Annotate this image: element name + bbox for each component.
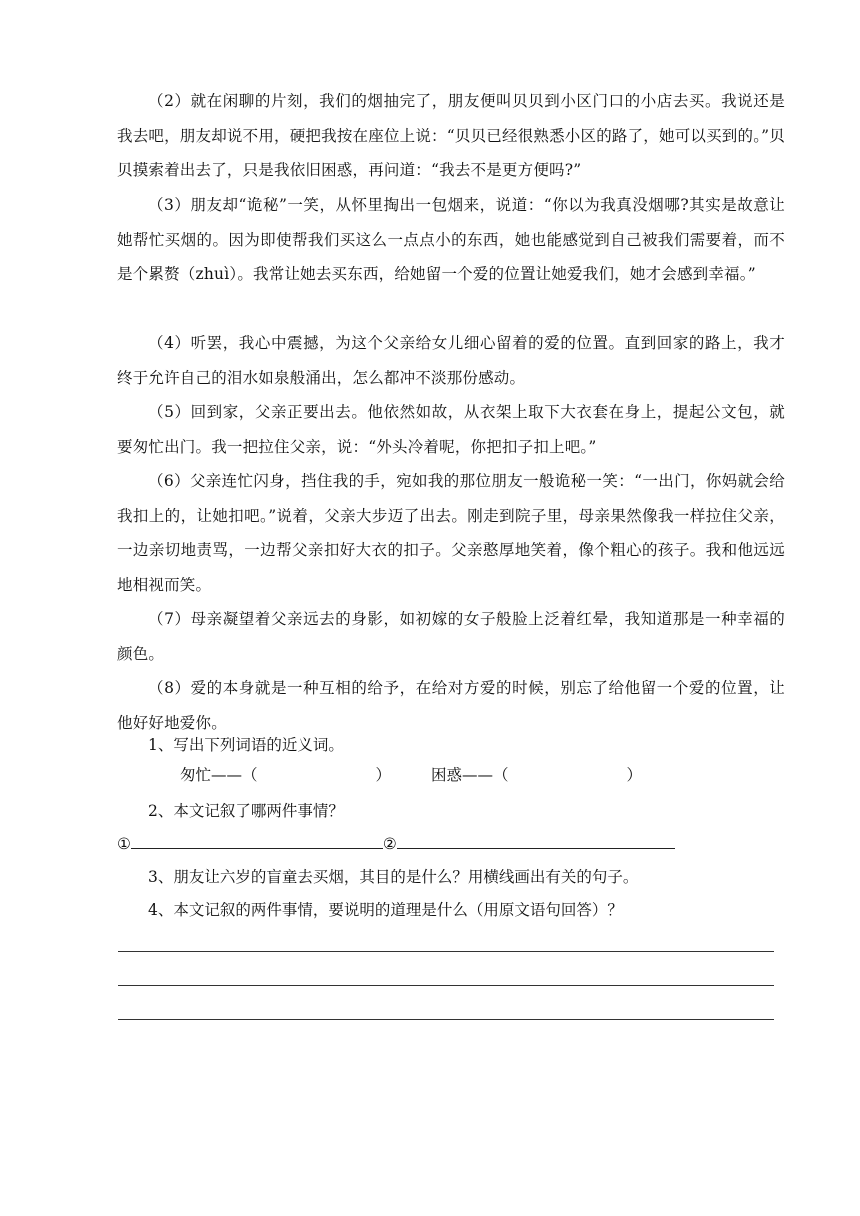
paragraph-7: （7）母亲凝望着父亲远去的身影，如初嫁的女子般脸上泛着红晕，我知道那是一种幸福的颜色。 xyxy=(117,610,785,663)
synonym-close-2: ） xyxy=(626,766,643,784)
answer-line-2[interactable] xyxy=(118,985,774,986)
answer-marker-2: ② xyxy=(382,835,397,853)
paragraph-2: （2）就在闲聊的片刻，我们的烟抽完了，朋友便叫贝贝到小区门口的小店去买。我说还是我去吧，朋友却说不用，硬把我按在座位上说：“贝贝已经很熟悉小区的路了，她可以买到的。”贝贝摸索着出去了，只是我依旧困惑，再问道：“我去不是更方便吗?” xyxy=(117,92,785,179)
answer-line-3[interactable] xyxy=(118,1019,774,1020)
question-1: 1、写出下列词语的近义词。 xyxy=(148,736,344,754)
paragraph-8: （8）爱的本身就是一种互相的给予，在给对方爱的时候，别忘了给他留一个爱的位置，让他好好地爱你。 xyxy=(117,679,785,732)
paragraph-6: （6）父亲连忙闪身，挡住我的手，宛如我的那位朋友一般诡秘一笑：“一出门，你妈就会给我扣上的，让她扣吧。”说着，父亲大步迈了出去。刚走到院子里，母亲果然像我一样拉住父亲，一边亲切地责骂，一边帮父亲扣好大衣的扣子。父亲憨厚地笑着，像个粗心的孩子。我和他远远地相视而笑。 xyxy=(117,472,785,594)
question-4: 4、本文记叙的两件事情，要说明的道理是什么（用原文语句回答）？ xyxy=(148,901,623,919)
answer-line-1[interactable] xyxy=(118,951,774,952)
question-2: 2、本文记叙了哪两件事情？ xyxy=(148,802,344,820)
paragraph-3: （3）朋友却“诡秘”一笑，从怀里掏出一包烟来，说道：“你以为我真没烟哪?其实是故意让她帮忙买烟的。因为即使帮我们买这么一点点小的东西，她也能感觉到自己被我们需要着，而不是个累赘（zhuì）。我常让她去买东西，给她留一个爱的位置让她爱我们，她才会感到幸福。” xyxy=(117,196,785,283)
answer-blank-1[interactable] xyxy=(131,830,383,849)
answer-blank-2[interactable] xyxy=(397,830,675,849)
synonym-row xyxy=(180,762,642,788)
paragraph-4: （4）听罢，我心中震撼，为这个父亲给女儿细心留着的爱的位置。直到回家的路上，我才终于允许自己的泪水如泉般涌出，怎么都冲不淡那份感动。 xyxy=(117,334,785,387)
answer-marker-1: ① xyxy=(117,835,131,853)
paragraph-5: （5）回到家，父亲正要出去。他依然如故，从衣架上取下大衣套在身上，提起公文包，就要匆忙出门。我一把拉住父亲，说：“外头冷着呢，你把扣子扣上吧。” xyxy=(117,403,785,456)
synonym-word-2: 困惑——（ xyxy=(431,766,509,784)
question-3: 3、朋友让六岁的盲童去买烟，其目的是什么？用横线画出有关的句子。 xyxy=(148,868,639,886)
synonym-word-1: 匆忙——（ xyxy=(180,766,258,784)
question-2-answer-row xyxy=(117,830,675,857)
synonym-close-1: ） xyxy=(375,766,392,784)
